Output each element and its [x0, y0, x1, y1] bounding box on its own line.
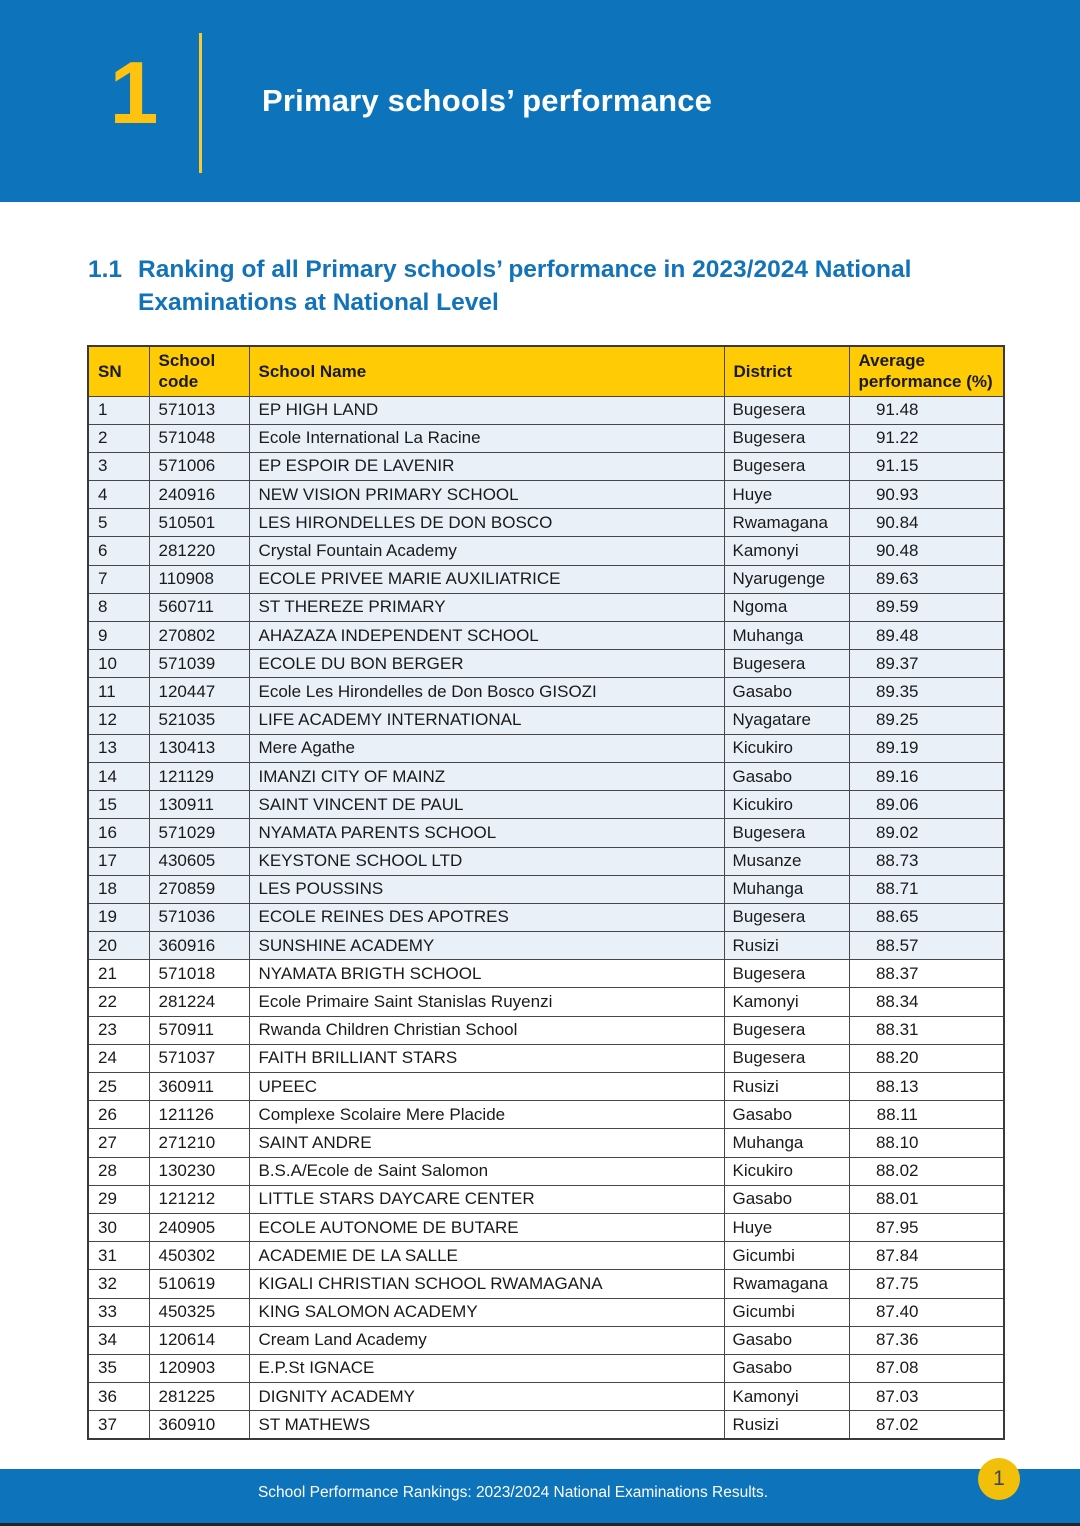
cell-sn: 25	[88, 1073, 149, 1101]
column-header-average-performance: Average performance (%)	[849, 346, 1004, 396]
cell-school-code: 281220	[149, 537, 249, 565]
table-row	[88, 875, 1004, 903]
cell-school-code: 571029	[149, 819, 249, 847]
cell-average-performance: 87.75	[849, 1270, 1004, 1298]
cell-school-code: 120447	[149, 678, 249, 706]
cell-school-code: 130413	[149, 734, 249, 762]
cell-district: Nyarugenge	[724, 565, 849, 593]
cell-district: Gasabo	[724, 1101, 849, 1129]
cell-school-name: NYAMATA PARENTS SCHOOL	[249, 819, 724, 847]
cell-district: Rwamagana	[724, 509, 849, 537]
cell-average-performance: 89.48	[849, 622, 1004, 650]
cell-sn: 27	[88, 1129, 149, 1157]
section-heading	[88, 253, 911, 319]
cell-school-name: SAINT ANDRE	[249, 1129, 724, 1157]
cell-sn: 35	[88, 1354, 149, 1382]
cell-average-performance: 91.22	[849, 424, 1004, 452]
cell-average-performance: 88.57	[849, 932, 1004, 960]
cell-school-code: 270802	[149, 622, 249, 650]
cell-school-code: 571006	[149, 452, 249, 480]
cell-sn: 9	[88, 622, 149, 650]
cell-sn: 24	[88, 1044, 149, 1072]
cell-average-performance: 88.71	[849, 875, 1004, 903]
chapter-number: 1	[109, 43, 159, 142]
cell-sn: 1	[88, 396, 149, 424]
section-title-line1: Ranking of all Primary schools’ performance in 2023/2024 National	[138, 256, 912, 283]
cell-district: Bugesera	[724, 903, 849, 931]
cell-average-performance: 91.48	[849, 396, 1004, 424]
cell-school-name: KIGALI CHRISTIAN SCHOOL RWAMAGANA	[249, 1270, 724, 1298]
cell-average-performance: 89.63	[849, 565, 1004, 593]
table-row	[88, 650, 1004, 678]
cell-school-name: Rwanda Children Christian School	[249, 1016, 724, 1044]
cell-school-code: 360911	[149, 1073, 249, 1101]
table-row	[88, 452, 1004, 480]
cell-school-code: 121129	[149, 762, 249, 790]
cell-average-performance: 88.37	[849, 960, 1004, 988]
cell-district: Kamonyi	[724, 988, 849, 1016]
table-row	[88, 734, 1004, 762]
cell-sn: 30	[88, 1213, 149, 1241]
cell-school-name: E.P.St IGNACE	[249, 1354, 724, 1382]
cell-school-name: ST THEREZE PRIMARY	[249, 593, 724, 621]
cell-average-performance: 88.31	[849, 1016, 1004, 1044]
cell-average-performance: 91.15	[849, 452, 1004, 480]
cell-school-name: AHAZAZA INDEPENDENT SCHOOL	[249, 622, 724, 650]
cell-school-code: 130911	[149, 791, 249, 819]
table-row	[88, 1383, 1004, 1411]
table-row	[88, 593, 1004, 621]
table-row	[88, 1326, 1004, 1354]
cell-district: Kicukiro	[724, 734, 849, 762]
cell-average-performance: 90.84	[849, 509, 1004, 537]
cell-sn: 2	[88, 424, 149, 452]
cell-average-performance: 89.35	[849, 678, 1004, 706]
table-row	[88, 678, 1004, 706]
cell-school-name: LIFE ACADEMY INTERNATIONAL	[249, 706, 724, 734]
cell-district: Gasabo	[724, 1326, 849, 1354]
cell-district: Ngoma	[724, 593, 849, 621]
cell-school-name: Ecole Primaire Saint Stanislas Ruyenzi	[249, 988, 724, 1016]
cell-average-performance: 88.34	[849, 988, 1004, 1016]
cell-district: Gasabo	[724, 762, 849, 790]
cell-average-performance: 88.02	[849, 1157, 1004, 1185]
cell-sn: 21	[88, 960, 149, 988]
cell-sn: 34	[88, 1326, 149, 1354]
cell-district: Kamonyi	[724, 1383, 849, 1411]
cell-school-code: 571013	[149, 396, 249, 424]
cell-school-name: IMANZI CITY OF MAINZ	[249, 762, 724, 790]
cell-sn: 5	[88, 509, 149, 537]
table-row	[88, 1213, 1004, 1241]
table-header-row	[88, 346, 1004, 396]
cell-sn: 18	[88, 875, 149, 903]
cell-school-name: B.S.A/Ecole de Saint Salomon	[249, 1157, 724, 1185]
cell-district: Huye	[724, 1213, 849, 1241]
cell-sn: 6	[88, 537, 149, 565]
section-title	[138, 253, 911, 319]
cell-district: Musanze	[724, 847, 849, 875]
cell-school-code: 121212	[149, 1185, 249, 1213]
cell-sn: 8	[88, 593, 149, 621]
cell-sn: 11	[88, 678, 149, 706]
cell-school-name: Ecole International La Racine	[249, 424, 724, 452]
cell-sn: 33	[88, 1298, 149, 1326]
cell-school-code: 120614	[149, 1326, 249, 1354]
cell-school-name: NEW VISION PRIMARY SCHOOL	[249, 481, 724, 509]
cell-district: Bugesera	[724, 424, 849, 452]
cell-average-performance: 88.01	[849, 1185, 1004, 1213]
cell-school-name: Crystal Fountain Academy	[249, 537, 724, 565]
table-row	[88, 481, 1004, 509]
cell-school-name: SUNSHINE ACADEMY	[249, 932, 724, 960]
section-title-line2: Examinations at National Level	[138, 289, 499, 316]
cell-district: Muhanga	[724, 622, 849, 650]
cell-school-name: Cream Land Academy	[249, 1326, 724, 1354]
table-row	[88, 565, 1004, 593]
table-row	[88, 1298, 1004, 1326]
column-header-school-code: School code	[149, 346, 249, 396]
cell-average-performance: 89.02	[849, 819, 1004, 847]
cell-school-code: 571036	[149, 903, 249, 931]
cell-school-code: 360916	[149, 932, 249, 960]
cell-school-code: 281225	[149, 1383, 249, 1411]
cell-school-name: FAITH BRILLIANT STARS	[249, 1044, 724, 1072]
cell-school-name: ECOLE PRIVEE MARIE AUXILIATRICE	[249, 565, 724, 593]
cell-school-name: LITTLE STARS DAYCARE CENTER	[249, 1185, 724, 1213]
cell-district: Huye	[724, 481, 849, 509]
cell-school-code: 560711	[149, 593, 249, 621]
page-number-badge: 1	[978, 1458, 1020, 1500]
table-row	[88, 1157, 1004, 1185]
cell-sn: 31	[88, 1242, 149, 1270]
column-header-school-name: School Name	[249, 346, 724, 396]
cell-school-name: EP ESPOIR DE LAVENIR	[249, 452, 724, 480]
cell-sn: 26	[88, 1101, 149, 1129]
table-row	[88, 847, 1004, 875]
footer-band	[0, 1469, 1080, 1523]
table-row	[88, 791, 1004, 819]
cell-sn: 7	[88, 565, 149, 593]
table-row	[88, 1016, 1004, 1044]
table-row	[88, 1185, 1004, 1213]
cell-average-performance: 87.40	[849, 1298, 1004, 1326]
cell-average-performance: 89.16	[849, 762, 1004, 790]
chapter-header-band	[0, 0, 1080, 202]
cell-district: Bugesera	[724, 819, 849, 847]
cell-school-code: 450302	[149, 1242, 249, 1270]
cell-school-code: 271210	[149, 1129, 249, 1157]
cell-school-name: EP HIGH LAND	[249, 396, 724, 424]
cell-district: Gasabo	[724, 1354, 849, 1382]
cell-school-name: LES HIRONDELLES DE DON BOSCO	[249, 509, 724, 537]
chapter-title: Primary schools’ performance	[262, 83, 713, 118]
column-header-district: District	[724, 346, 849, 396]
cell-district: Bugesera	[724, 650, 849, 678]
table-row	[88, 988, 1004, 1016]
cell-average-performance: 87.36	[849, 1326, 1004, 1354]
cell-district: Rusizi	[724, 1073, 849, 1101]
cell-district: Muhanga	[724, 1129, 849, 1157]
table-row	[88, 1044, 1004, 1072]
cell-district: Gasabo	[724, 1185, 849, 1213]
cell-district: Kamonyi	[724, 537, 849, 565]
cell-average-performance: 87.95	[849, 1213, 1004, 1241]
cell-school-name: ECOLE AUTONOME DE BUTARE	[249, 1213, 724, 1241]
cell-district: Kicukiro	[724, 791, 849, 819]
table-row	[88, 762, 1004, 790]
cell-district: Rwamagana	[724, 1270, 849, 1298]
cell-sn: 15	[88, 791, 149, 819]
table-row	[88, 1270, 1004, 1298]
table-row	[88, 509, 1004, 537]
cell-district: Bugesera	[724, 1016, 849, 1044]
cell-school-name: ECOLE DU BON BERGER	[249, 650, 724, 678]
cell-average-performance: 88.11	[849, 1101, 1004, 1129]
cell-school-code: 240905	[149, 1213, 249, 1241]
cell-sn: 10	[88, 650, 149, 678]
cell-district: Kicukiro	[724, 1157, 849, 1185]
cell-sn: 23	[88, 1016, 149, 1044]
table-row	[88, 1073, 1004, 1101]
cell-average-performance: 89.25	[849, 706, 1004, 734]
cell-average-performance: 90.93	[849, 481, 1004, 509]
cell-school-name: NYAMATA BRIGTH SCHOOL	[249, 960, 724, 988]
cell-district: Rusizi	[724, 1411, 849, 1439]
table-row	[88, 1242, 1004, 1270]
cell-school-name: Complexe Scolaire Mere Placide	[249, 1101, 724, 1129]
cell-school-name: ECOLE REINES DES APOTRES	[249, 903, 724, 931]
cell-average-performance: 89.06	[849, 791, 1004, 819]
cell-school-code: 510501	[149, 509, 249, 537]
column-header-sn: SN	[88, 346, 149, 396]
cell-sn: 29	[88, 1185, 149, 1213]
cell-school-code: 270859	[149, 875, 249, 903]
table-row	[88, 1101, 1004, 1129]
cell-school-name: SAINT VINCENT DE PAUL	[249, 791, 724, 819]
cell-district: Bugesera	[724, 452, 849, 480]
cell-sn: 32	[88, 1270, 149, 1298]
cell-school-code: 571048	[149, 424, 249, 452]
cell-district: Rusizi	[724, 932, 849, 960]
table-row	[88, 819, 1004, 847]
cell-school-code: 240916	[149, 481, 249, 509]
cell-sn: 36	[88, 1383, 149, 1411]
cell-school-name: ST MATHEWS	[249, 1411, 724, 1439]
footer-text: School Performance Rankings: 2023/2024 National Examinations Results.	[257, 1484, 769, 1501]
cell-average-performance: 88.10	[849, 1129, 1004, 1157]
cell-school-code: 571037	[149, 1044, 249, 1072]
cell-school-code: 571018	[149, 960, 249, 988]
cell-average-performance: 87.02	[849, 1411, 1004, 1439]
cell-school-name: KEYSTONE SCHOOL LTD	[249, 847, 724, 875]
cell-school-code: 110908	[149, 565, 249, 593]
table-row	[88, 622, 1004, 650]
cell-average-performance: 89.37	[849, 650, 1004, 678]
cell-sn: 20	[88, 932, 149, 960]
cell-district: Gasabo	[724, 678, 849, 706]
cell-sn: 28	[88, 1157, 149, 1185]
cell-sn: 17	[88, 847, 149, 875]
cell-school-name: Ecole Les Hirondelles de Don Bosco GISOZI	[249, 678, 724, 706]
cell-school-code: 360910	[149, 1411, 249, 1439]
table-row	[88, 932, 1004, 960]
cell-average-performance: 88.13	[849, 1073, 1004, 1101]
cell-district: Bugesera	[724, 1044, 849, 1072]
cell-average-performance: 87.03	[849, 1383, 1004, 1411]
cell-school-code: 130230	[149, 1157, 249, 1185]
cell-school-code: 120903	[149, 1354, 249, 1382]
cell-district: Gicumbi	[724, 1242, 849, 1270]
table-row	[88, 424, 1004, 452]
cell-school-code: 281224	[149, 988, 249, 1016]
cell-average-performance: 90.48	[849, 537, 1004, 565]
cell-district: Bugesera	[724, 960, 849, 988]
cell-sn: 14	[88, 762, 149, 790]
cell-district: Nyagatare	[724, 706, 849, 734]
cell-school-name: Mere Agathe	[249, 734, 724, 762]
cell-district: Bugesera	[724, 396, 849, 424]
cell-average-performance: 89.59	[849, 593, 1004, 621]
cell-district: Gicumbi	[724, 1298, 849, 1326]
cell-school-code: 521035	[149, 706, 249, 734]
cell-sn: 4	[88, 481, 149, 509]
cell-school-name: ACADEMIE DE LA SALLE	[249, 1242, 724, 1270]
table-row	[88, 396, 1004, 424]
table-row	[88, 1354, 1004, 1382]
cell-average-performance: 88.65	[849, 903, 1004, 931]
cell-average-performance: 87.84	[849, 1242, 1004, 1270]
cell-sn: 12	[88, 706, 149, 734]
cell-average-performance: 88.20	[849, 1044, 1004, 1072]
cell-average-performance: 89.19	[849, 734, 1004, 762]
table-row	[88, 903, 1004, 931]
table-row	[88, 537, 1004, 565]
cell-school-code: 571039	[149, 650, 249, 678]
cell-school-name: DIGNITY ACADEMY	[249, 1383, 724, 1411]
cell-average-performance: 88.73	[849, 847, 1004, 875]
section-number: 1.1	[88, 256, 123, 283]
ranking-table	[87, 345, 1005, 1440]
cell-district: Muhanga	[724, 875, 849, 903]
cell-sn: 19	[88, 903, 149, 931]
cell-school-code: 510619	[149, 1270, 249, 1298]
table-row	[88, 1411, 1004, 1439]
cell-school-code: 121126	[149, 1101, 249, 1129]
cell-school-code: 450325	[149, 1298, 249, 1326]
cell-sn: 13	[88, 734, 149, 762]
vertical-divider-rule	[199, 33, 202, 173]
cell-sn: 37	[88, 1411, 149, 1439]
table-row	[88, 706, 1004, 734]
cell-sn: 22	[88, 988, 149, 1016]
cell-sn: 3	[88, 452, 149, 480]
cell-school-name: KING SALOMON ACADEMY	[249, 1298, 724, 1326]
cell-sn: 16	[88, 819, 149, 847]
cell-school-code: 570911	[149, 1016, 249, 1044]
cell-school-name: UPEEC	[249, 1073, 724, 1101]
table-row	[88, 1129, 1004, 1157]
table-row	[88, 960, 1004, 988]
cell-school-code: 430605	[149, 847, 249, 875]
table-body	[88, 396, 1004, 1439]
cell-school-name: LES POUSSINS	[249, 875, 724, 903]
cell-average-performance: 87.08	[849, 1354, 1004, 1382]
